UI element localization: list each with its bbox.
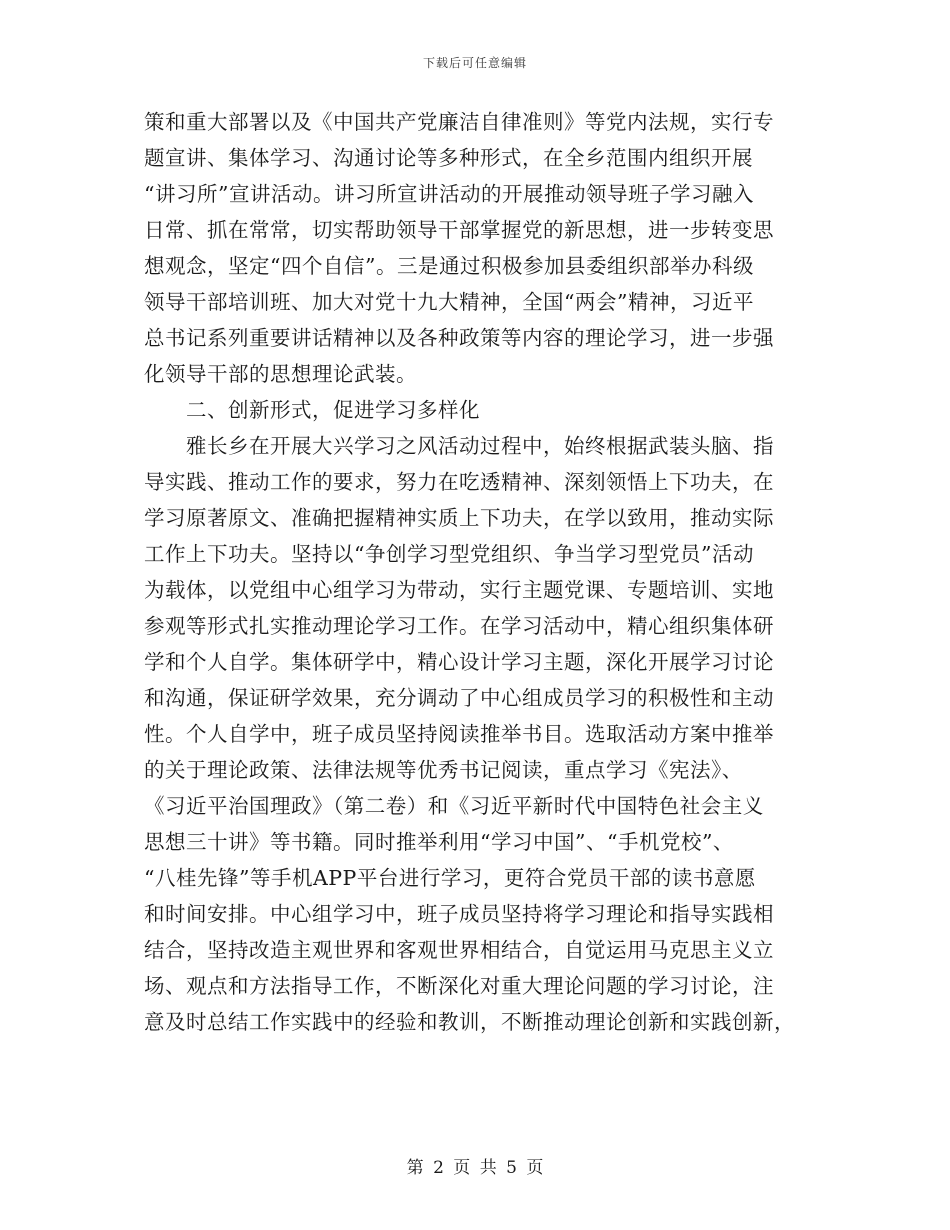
text-line: 想观念，坚定“四个自信”。三是通过积极参加县委组织部举办科级 xyxy=(144,254,754,278)
page-number: 第 2 页 共 5 页 xyxy=(406,1158,544,1178)
text-line: 题宣讲、集体学习、沟通讨论等多种形式，在全乡范围内组织开展 xyxy=(144,146,753,170)
text-line: 结合，坚持改造主观世界和客观世界相结合，自觉运用马克思主义立 xyxy=(144,938,774,962)
text-line: 思想三十讲》等书籍。同时推举利用“学习中国”、“手机党校”、 xyxy=(144,830,734,854)
document-body xyxy=(144,104,806,1040)
text-line: 和沟通，保证研学效果，充分调动了中心组成员学习的积极性和主动 xyxy=(144,686,774,710)
section-heading: 二、创新形式，促进学习多样化 xyxy=(186,398,480,422)
text-line: “讲习所”宣讲活动。讲习所宣讲活动的开展推动领导班子学习融入 xyxy=(144,182,754,206)
text-line: 场、观点和方法指导工作，不断深化对重大理论问题的学习讨论，注 xyxy=(144,974,774,998)
paragraph-start: 雅长乡在开展大兴学习之风活动过程中，始终根据武装头脑、指 xyxy=(186,434,774,458)
text-line: “八桂先锋”等手机APP平台进行学习，更符合党员干部的读书意愿 xyxy=(144,866,756,890)
page-header: 下载后可任意编辑 xyxy=(422,56,527,70)
text-line: 导实践、推动工作的要求，努力在吃透精神、深刻领悟上下功夫，在 xyxy=(144,470,774,494)
text-line: 日常、抓在常常，切实帮助领导干部掌握党的新思想，进一步转变思 xyxy=(144,218,774,242)
text-line: 领导干部培训班、加大对党十九大精神，全国“两会”精神，习近平 xyxy=(144,290,754,314)
text-line: 参观等形式扎实推动理论学习工作。在学习活动中，精心组织集体研 xyxy=(144,614,774,638)
text-line: 《习近平治国理政》（第二卷）和《习近平新时代中国特色社会主义 xyxy=(144,794,764,818)
text-line: 学习原著原文、准确把握精神实质上下功夫，在学以致用，推动实际 xyxy=(144,506,774,530)
text-line: 为载体，以党组中心组学习为带动，实行主题党课、专题培训、实地 xyxy=(144,578,774,602)
text-line: 策和重大部署以及《中国共产党廉洁自律准则》等党内法规，实行专 xyxy=(144,110,774,134)
text-line: 学和个人自学。集体研学中，精心设计学习主题，深化开展学习讨论 xyxy=(144,650,774,674)
text-line: 的关于理论政策、法律法规等优秀书记阅读，重点学习《宪法》、 xyxy=(144,758,743,782)
text-line: 性。个人自学中，班子成员坚持阅读推举书目。选取活动方案中推举 xyxy=(144,722,774,746)
text-line: 意及时总结工作实践中的经验和教训，不断推动理论创新和实践创新， xyxy=(144,1010,795,1034)
text-line: 化领导干部的思想理论武装。 xyxy=(144,362,417,386)
text-line: 工作上下功夫。坚持以“争创学习型党组织、争当学习型党员”活动 xyxy=(144,542,754,566)
text-line: 和时间安排。中心组学习中，班子成员坚持将学习理论和指导实践相 xyxy=(144,902,774,926)
text-line: 总书记系列重要讲话精神以及各种政策等内容的理论学习，进一步强 xyxy=(144,326,774,350)
